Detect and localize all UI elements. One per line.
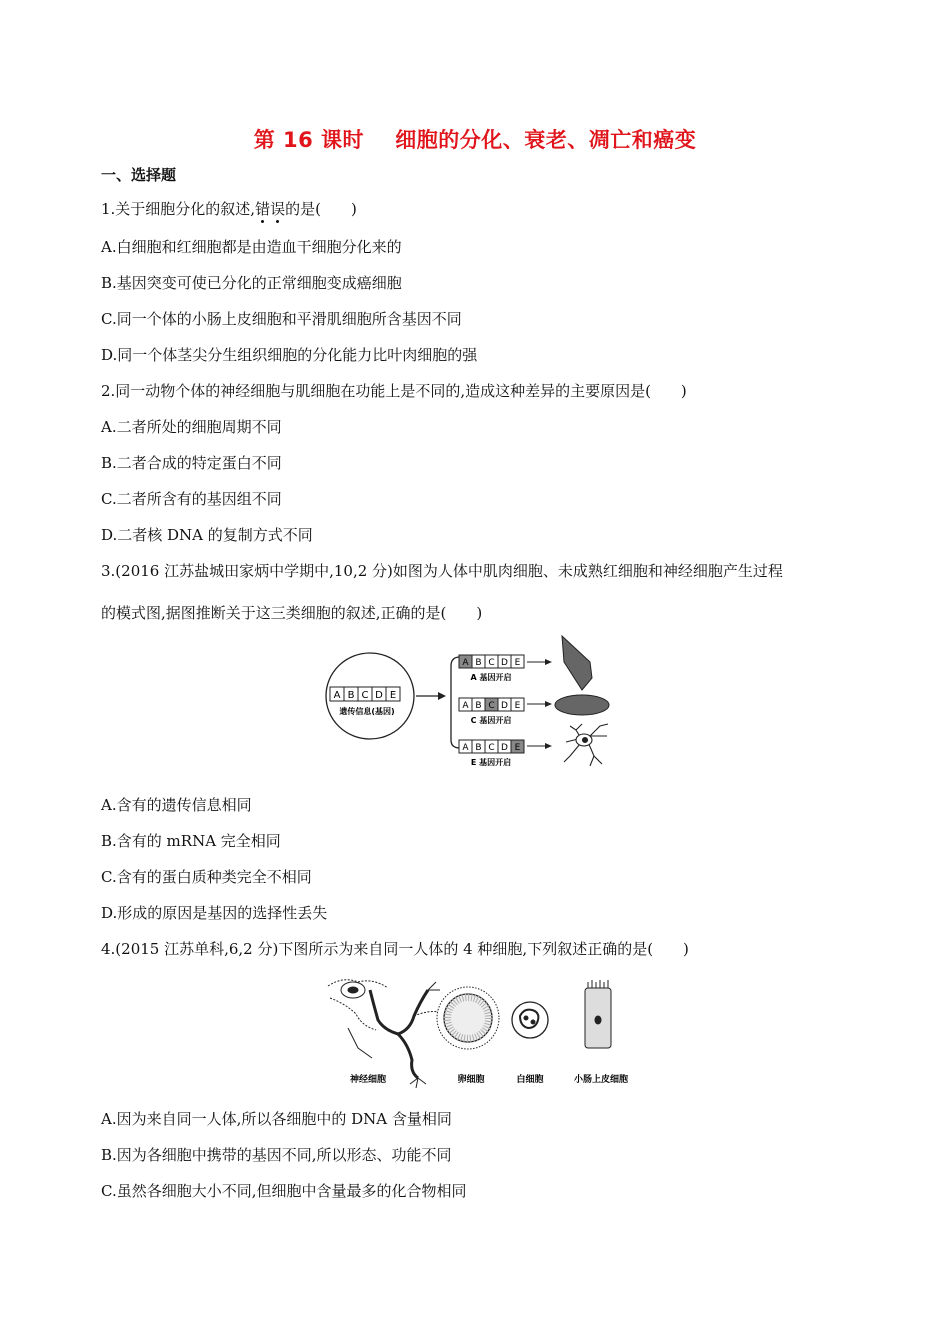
- center-letter-c: C: [361, 690, 369, 701]
- question-3-stem-line-1: 3.(2016 江苏盐城田家炳中学期中,10,2 分)如图为人体中肌肉细胞、未成熟红细胞和神经细胞产生过程: [101, 562, 783, 580]
- q3-option-a: A.含有的遗传信息相同: [101, 796, 252, 814]
- svg-text:E: E: [514, 743, 521, 753]
- svg-text:D: D: [501, 658, 508, 668]
- row-a-label: A 基因开启: [470, 673, 512, 682]
- q4-option-a: A.因为来自同一人体,所以各细胞中的 DNA 含量相同: [101, 1110, 452, 1128]
- svg-text:A: A: [462, 701, 469, 711]
- question-3-stem-line-2: 的模式图,据图推断关于这三类细胞的叙述,正确的是( ): [101, 604, 483, 622]
- question-1-stem: [101, 200, 357, 218]
- svg-text:C: C: [488, 743, 495, 753]
- q1-stem-start: 1.关于细胞分化的叙述,: [101, 200, 256, 218]
- q1-option-b: B.基因突变可使已分化的正常细胞变成癌细胞: [101, 274, 402, 292]
- q1-option-a: A.白细胞和红细胞都是由造血干细胞分化来的: [101, 238, 402, 256]
- svg-text:B: B: [475, 701, 482, 711]
- q3-option-c: C.含有的蛋白质种类完全不相同: [101, 868, 312, 886]
- q2-option-c: C.二者所含有的基因组不同: [101, 490, 282, 508]
- q2-option-b: B.二者合成的特定蛋白不同: [101, 454, 282, 472]
- genetic-info-label: 遗传信息(基因): [339, 707, 395, 716]
- row-a-gene-on: [459, 636, 592, 690]
- svg-text:D: D: [501, 743, 508, 753]
- question-2-stem: 2.同一动物个体的神经细胞与肌细胞在功能上是不同的,造成这种差异的主要原因是( ): [101, 382, 687, 400]
- q4-option-c: C.虽然各细胞大小不同,但细胞中含量最多的化合物相同: [101, 1182, 467, 1200]
- egg-cell-drawing: [437, 987, 499, 1049]
- svg-text:C: C: [488, 658, 495, 668]
- arrow-head: [438, 692, 446, 700]
- q1-option-c: C.同一个体的小肠上皮细胞和平滑肌细胞所含基因不同: [101, 310, 462, 328]
- label-white-blood-cell: 白细胞: [516, 1075, 544, 1085]
- row-e-gene-on: [459, 724, 608, 767]
- q1-option-d: D.同一个体茎尖分生组织细胞的分化能力比叶肉细胞的强: [101, 346, 478, 364]
- svg-text:C: C: [488, 701, 495, 711]
- page-title: 第 16 课时 细胞的分化、衰老、凋亡和癌变: [253, 128, 697, 152]
- svg-text:D: D: [501, 701, 508, 711]
- white-blood-cell-drawing: [512, 1002, 548, 1038]
- intestinal-cell-drawing: [585, 980, 611, 1048]
- center-letter-d: D: [375, 690, 383, 701]
- q1-emphasis-char-1: 错: [255, 200, 271, 218]
- svg-text:A: A: [462, 743, 469, 753]
- svg-text:E: E: [514, 658, 521, 668]
- svg-text:B: B: [475, 658, 482, 668]
- q4-option-b: B.因为各细胞中携带的基因不同,所以形态、功能不同: [101, 1146, 452, 1164]
- q3-option-d: D.形成的原因是基因的选择性丢失: [101, 904, 328, 922]
- nerve-cell-drawing: [328, 980, 440, 1088]
- red-blood-cell: [555, 695, 609, 715]
- row-c-label: C 基因开启: [470, 716, 512, 725]
- svg-text:B: B: [475, 743, 482, 753]
- center-letter-a: A: [333, 690, 341, 701]
- q3-option-b: B.含有的 mRNA 完全相同: [101, 832, 281, 850]
- nerve-cell: [564, 724, 608, 766]
- label-nerve-cell: 神经细胞: [349, 1075, 387, 1085]
- label-egg-cell: 卵细胞: [457, 1075, 485, 1085]
- row-e-label: E 基因开启: [470, 758, 512, 767]
- gene-expression-diagram: [320, 632, 620, 774]
- row-c-gene-on: [459, 695, 609, 725]
- svg-text:E: E: [514, 701, 521, 711]
- q1-stem-end: 的是( ): [285, 200, 357, 218]
- svg-text:A: A: [462, 658, 469, 668]
- q1-emphasis-char-2: 误: [270, 200, 286, 218]
- q2-option-d: D.二者核 DNA 的复制方式不同: [101, 526, 313, 544]
- center-letter-e: E: [389, 690, 397, 701]
- question-4-stem: 4.(2015 江苏单科,6,2 分)下图所示为来自同一人体的 4 种细胞,下列叙述正确的是( ): [101, 940, 689, 958]
- center-letter-b: B: [347, 690, 355, 701]
- four-cells-figure: [318, 968, 638, 1090]
- center-gene-boxes: [330, 687, 400, 701]
- muscle-cell: [562, 636, 592, 690]
- q2-option-a: A.二者所处的细胞周期不同: [101, 418, 282, 436]
- label-intestinal-cell: 小肠上皮细胞: [573, 1075, 629, 1085]
- section-heading: 一、选择题: [101, 166, 177, 184]
